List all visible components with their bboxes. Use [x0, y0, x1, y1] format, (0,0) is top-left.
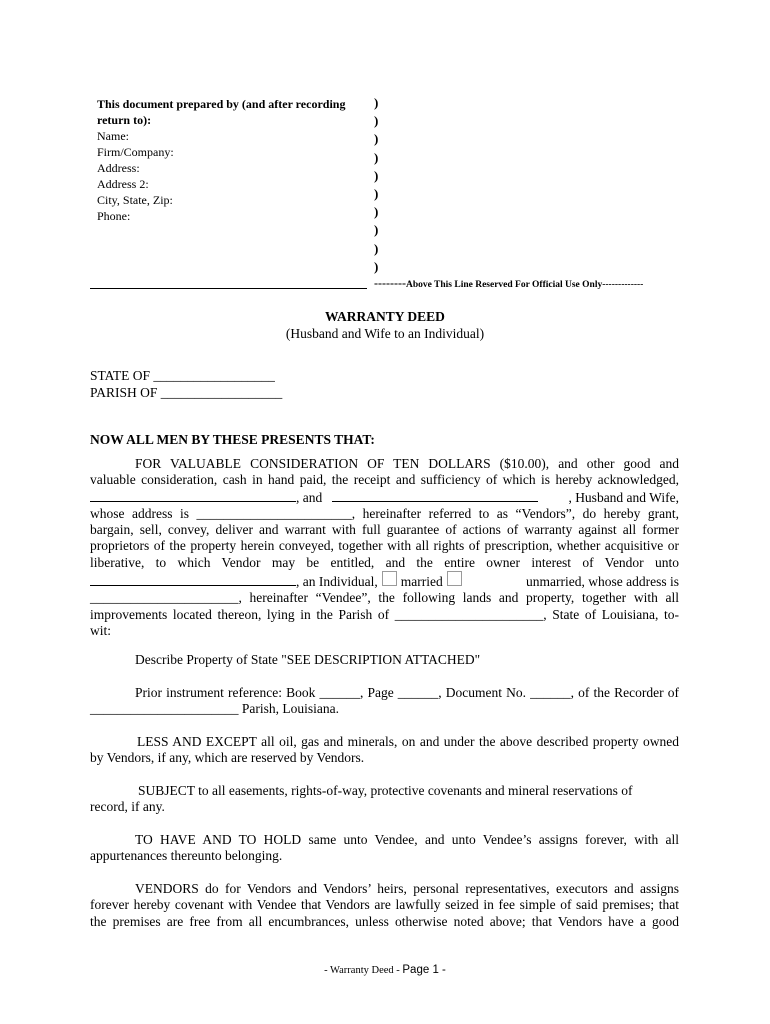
- prepared-by-block: [97, 96, 372, 224]
- married-label: married: [400, 574, 443, 590]
- official-use-notice: [374, 276, 643, 291]
- prepared-by-heading-cont: return to):: [97, 113, 152, 127]
- page-footer: [0, 964, 770, 976]
- official-use-dashes-left: --------: [374, 276, 406, 290]
- describe-property-paragraph: [90, 652, 679, 668]
- vendee-name-blank[interactable]: [90, 573, 296, 586]
- habendum-paragraph: [90, 832, 679, 865]
- and-text: , and: [296, 489, 323, 505]
- bracket-column: [374, 94, 386, 276]
- less-and-except-paragraph: [90, 734, 679, 767]
- para-line: Prior instrument reference: Book ______, Page ______, Document No. ______, of the Recorder of: [135, 685, 679, 700]
- recording-divider-line: [90, 288, 367, 289]
- para-line: record, if any.: [90, 799, 165, 815]
- bracket: ): [374, 186, 379, 202]
- prepared-name-label: Name:: [97, 129, 129, 143]
- parish-field: PARISH OF __________________: [90, 385, 283, 400]
- footer-doc-name: - Warranty Deed -: [324, 965, 403, 976]
- bracket: ): [374, 113, 379, 129]
- vendor2-name-blank[interactable]: [332, 489, 538, 502]
- presents-heading: NOW ALL MEN BY THESE PRESENTS THAT:: [90, 432, 375, 447]
- covenant-paragraph: [90, 881, 679, 930]
- prepared-by-heading: This document prepared by (and after recording: [97, 97, 346, 111]
- para-line: bargain, sell, convey, deliver and warrant with full guarantee of actions of warranty against all former: [90, 522, 679, 538]
- para-line: LESS AND EXCEPT all oil, gas and minerals, on and under the above described property owned: [137, 734, 679, 749]
- document-subtitle: (Husband and Wife to an Individual): [285, 326, 485, 341]
- para-line: ______________________, hereinafter “Vendee”, the following lands and property, together with all: [90, 590, 679, 606]
- document-title: WARRANTY DEED: [325, 309, 445, 324]
- consideration-paragraph: [90, 456, 679, 639]
- describe-property-text: Describe Property of State "SEE DESCRIPTION ATTACHED": [135, 652, 481, 667]
- vendor1-name-blank[interactable]: [90, 489, 296, 502]
- prepared-address2-label: Address 2:: [97, 177, 149, 191]
- para-line: whose address is _______________________, hereinafter referred to as “Vendors”, do hereby grant,: [90, 505, 679, 521]
- bracket: ): [374, 204, 379, 220]
- prepared-city-label: City, State, Zip:: [97, 193, 173, 207]
- official-use-dashes-right: -------------: [602, 280, 644, 290]
- prepared-firm-label: Firm/Company:: [97, 145, 174, 159]
- prepared-address-label: Address:: [97, 161, 140, 175]
- subject-to-paragraph: [90, 783, 679, 816]
- married-checkbox[interactable]: [382, 571, 397, 586]
- para-line: VENDORS do for Vendors and Vendors’ heirs, personal representatives, executors and assigns: [135, 881, 679, 896]
- vendee-line: [90, 571, 679, 590]
- bracket: ): [374, 258, 379, 274]
- para-line: proprietors of the property herein conveyed, together with all rights of prescription, whether acquisitive or: [90, 538, 679, 554]
- individual-text: , an Individual,: [296, 574, 378, 590]
- para-line: FOR VALUABLE CONSIDERATION OF TEN DOLLARS ($10.00), and other good and: [135, 456, 679, 471]
- para-line: forever hereby covenant with Vendee that Vendors are lawfully seized in fee simple of said premises; that: [90, 897, 679, 913]
- prior-instrument-paragraph: [90, 685, 679, 718]
- husband-wife-text: , Husband and Wife,: [568, 489, 679, 505]
- bracket: ): [374, 149, 379, 165]
- unmarried-label: unmarried, whose address is: [526, 574, 679, 590]
- official-use-text: Above This Line Reserved For Official Use Only: [405, 280, 603, 290]
- state-field: STATE OF __________________: [90, 368, 275, 383]
- venue-block: [90, 367, 282, 401]
- vendor-names-line: [90, 489, 679, 506]
- para-line: liberative, to which Vendor may be entitled, and the entire owner interest of Vendor unto: [90, 554, 679, 570]
- prepared-phone-label: Phone:: [97, 209, 131, 223]
- para-line: wit:: [90, 622, 112, 638]
- para-line: by Vendors, if any, which are reserved by Vendors.: [90, 750, 365, 766]
- bracket: ): [374, 167, 379, 183]
- para-line: SUBJECT to all easements, rights-of-way, protective covenants and mineral reservations of: [138, 783, 633, 798]
- bracket: ): [374, 131, 379, 147]
- unmarried-checkbox[interactable]: [447, 571, 462, 586]
- footer-page-number: Page 1 -: [402, 964, 446, 976]
- para-line: valuable consideration, cash in hand paid, the receipt and sufficiency of which is hereby acknowledged,: [90, 472, 679, 488]
- para-line: TO HAVE AND TO HOLD same unto Vendee, and unto Vendee’s assigns forever, with all: [135, 832, 679, 847]
- para-line: ______________________ Parish, Louisiana.: [90, 701, 339, 717]
- para-line: improvements located thereon, lying in the Parish of ______________________, State of Louisiana, to-: [90, 606, 679, 622]
- para-line: the premises are free from all encumbrances, unless otherwise noted above; that Vendors have a good: [90, 913, 679, 929]
- bracket: ): [374, 95, 379, 110]
- bracket: ): [374, 222, 379, 238]
- para-line: appurtenances thereunto belonging.: [90, 848, 283, 864]
- bracket: ): [374, 240, 379, 256]
